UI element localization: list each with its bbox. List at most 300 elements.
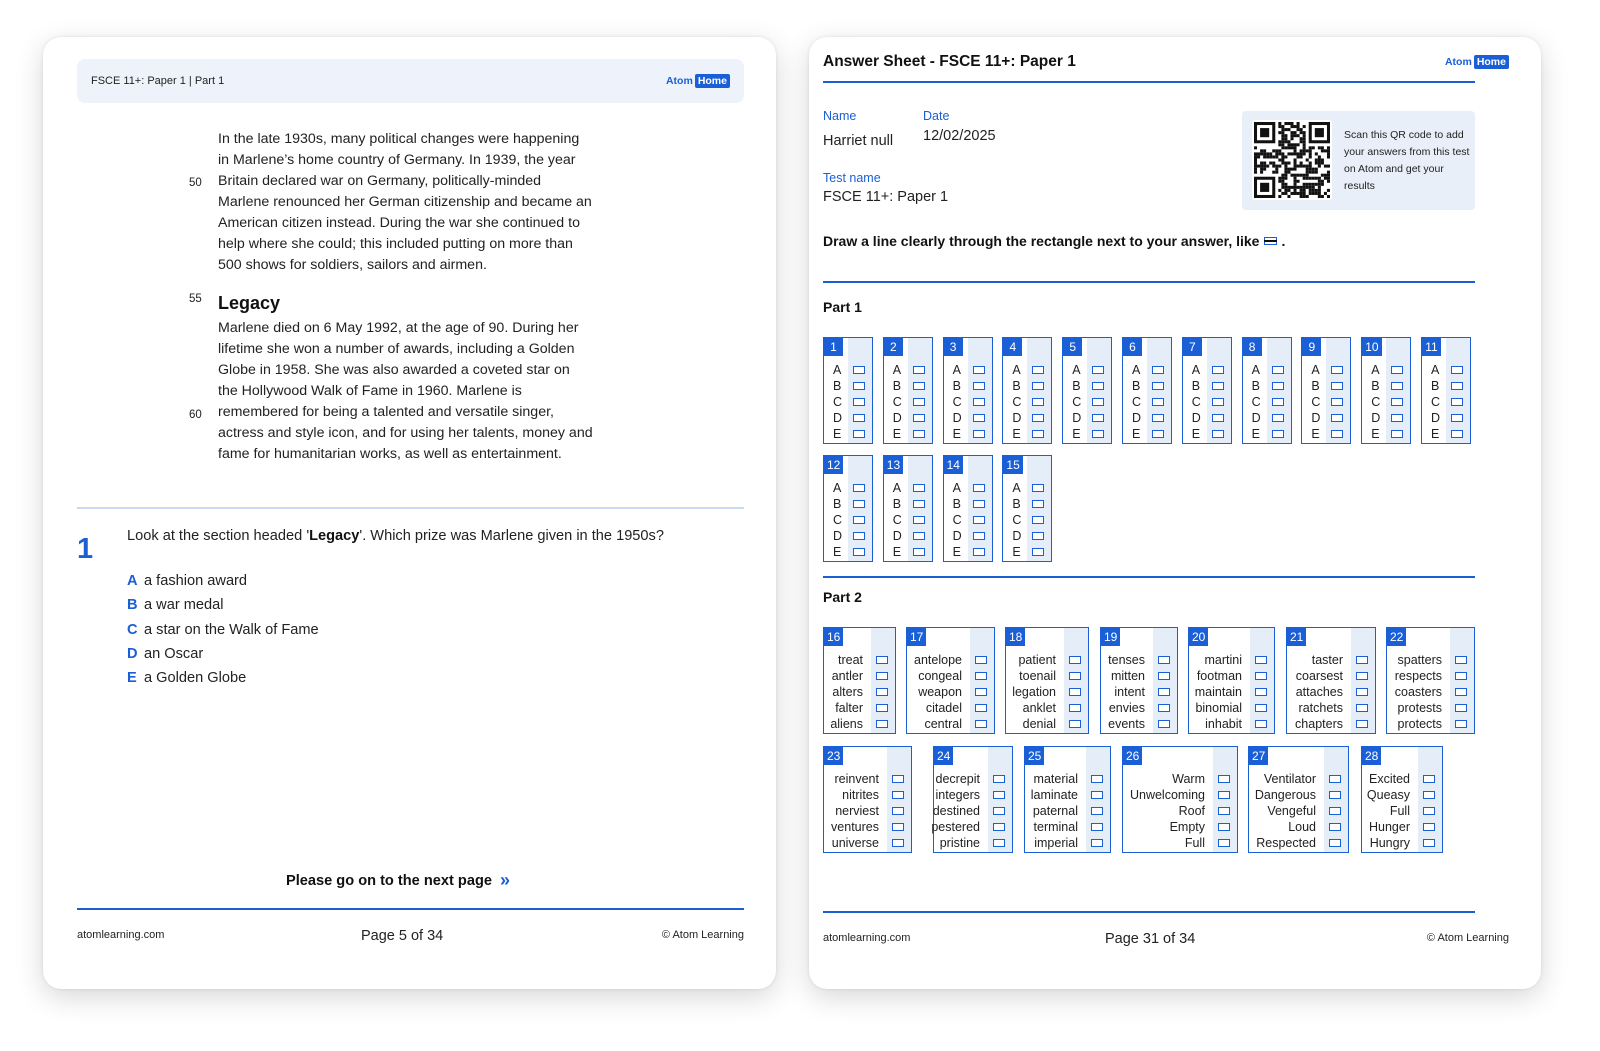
answer-checkbox[interactable] xyxy=(1212,398,1224,406)
answer-checkbox[interactable] xyxy=(1329,839,1341,847)
answer-checkbox[interactable] xyxy=(1091,823,1103,831)
answer-option-a[interactable] xyxy=(127,573,247,589)
answer-option-label: C xyxy=(833,513,843,527)
answer-option-label: footman xyxy=(1196,669,1242,683)
answer-option-label: Loud xyxy=(1288,820,1316,834)
atom-home-logo xyxy=(666,74,730,88)
answer-row xyxy=(1003,512,1051,528)
answer-checkbox[interactable] xyxy=(1423,807,1435,815)
answer-checkbox[interactable] xyxy=(1152,382,1164,390)
answer-row xyxy=(1003,496,1051,512)
answer-row xyxy=(1101,684,1177,700)
answer-option-label: E xyxy=(952,545,961,559)
answer-option-label: D xyxy=(1012,411,1022,425)
answer-option-label: Unwelcoming xyxy=(1129,788,1205,802)
answer-option-label: nerviest xyxy=(835,804,879,818)
answer-checkbox[interactable] xyxy=(975,672,987,680)
answer-checkbox[interactable] xyxy=(1152,366,1164,374)
answer-checkbox[interactable] xyxy=(993,807,1005,815)
question-number-badge: 21 xyxy=(1287,628,1306,646)
answer-checkbox[interactable] xyxy=(1158,720,1170,728)
answer-row xyxy=(824,819,911,835)
answer-checkbox[interactable] xyxy=(1356,704,1368,712)
answer-checkbox[interactable] xyxy=(913,366,925,374)
answer-checkbox[interactable] xyxy=(1032,500,1044,508)
answer-checkbox[interactable] xyxy=(1356,688,1368,696)
answer-checkbox[interactable] xyxy=(1218,807,1230,815)
answer-checkbox[interactable] xyxy=(876,720,888,728)
answer-checkbox[interactable] xyxy=(973,500,985,508)
answer-checkbox[interactable] xyxy=(1423,791,1435,799)
footer-site: atomlearning.com xyxy=(77,929,165,941)
name-value: Harriet null xyxy=(823,133,894,149)
answer-option-label: C xyxy=(952,395,962,409)
answer-checkbox[interactable] xyxy=(1069,720,1081,728)
answer-checkbox[interactable] xyxy=(1091,839,1103,847)
double-chevron-right-icon: » xyxy=(499,870,510,890)
answer-row xyxy=(1243,410,1291,426)
answer-checkbox[interactable] xyxy=(1455,672,1467,680)
answer-checkbox[interactable] xyxy=(1272,430,1284,438)
answer-checkbox[interactable] xyxy=(1451,398,1463,406)
answer-checkbox[interactable] xyxy=(1329,775,1341,783)
answer-checkbox[interactable] xyxy=(892,775,904,783)
answer-option-label: D xyxy=(892,529,902,543)
answer-option-label: antler xyxy=(831,669,863,683)
answer-option-label: ratchets xyxy=(1298,701,1343,715)
question-number-badge: 22 xyxy=(1387,628,1406,646)
answer-checkbox[interactable] xyxy=(1152,398,1164,406)
answer-checkbox[interactable] xyxy=(1451,366,1463,374)
answer-checkbox[interactable] xyxy=(1212,382,1224,390)
answer-checkbox[interactable] xyxy=(1331,382,1343,390)
answer-option-label: E xyxy=(892,427,902,441)
answer-checkbox[interactable] xyxy=(1218,775,1230,783)
answer-checkbox[interactable] xyxy=(853,532,865,540)
answer-checkbox[interactable] xyxy=(853,430,865,438)
answer-row xyxy=(944,544,992,560)
test-name-value: FSCE 11+: Paper 1 xyxy=(823,189,949,205)
answer-row xyxy=(1025,835,1110,851)
answer-row xyxy=(1101,652,1177,668)
answer-checkbox[interactable] xyxy=(1212,414,1224,422)
answer-checkbox[interactable] xyxy=(913,484,925,492)
answer-row xyxy=(824,544,872,560)
answer-option-label: weapon xyxy=(918,685,962,699)
answer-checkbox[interactable] xyxy=(876,704,888,712)
answer-row xyxy=(944,480,992,496)
question-number-badge: 23 xyxy=(824,747,843,765)
question-number-badge: 27 xyxy=(1249,747,1268,765)
answer-checkbox[interactable] xyxy=(975,720,987,728)
question-number-badge: 7 xyxy=(1183,338,1202,356)
answer-checkbox[interactable] xyxy=(1032,398,1044,406)
answer-option-label: destined xyxy=(932,804,980,818)
answer-checkbox[interactable] xyxy=(975,688,987,696)
answer-checkbox[interactable] xyxy=(892,823,904,831)
answer-option-label: alters xyxy=(832,685,863,699)
answer-checkbox[interactable] xyxy=(973,382,985,390)
answer-row xyxy=(824,426,872,442)
question-number: 1 xyxy=(77,533,94,565)
answer-option-label: toenail xyxy=(1019,669,1056,683)
question-number-badge: 1 xyxy=(824,338,843,356)
answer-checkbox[interactable] xyxy=(1212,366,1224,374)
answer-checkbox[interactable] xyxy=(1032,414,1044,422)
answer-row xyxy=(1362,787,1442,803)
answer-checkbox[interactable] xyxy=(853,484,865,492)
answer-checkbox[interactable] xyxy=(1391,382,1403,390)
answer-checkbox[interactable] xyxy=(975,704,987,712)
answer-checkbox[interactable] xyxy=(973,366,985,374)
answer-option-label: E xyxy=(1191,427,1201,441)
footer-page-number: Page 5 of 34 xyxy=(361,928,444,944)
answer-row xyxy=(1003,544,1051,560)
answer-checkbox[interactable] xyxy=(1331,398,1343,406)
answer-row xyxy=(1387,668,1474,684)
answer-checkbox[interactable] xyxy=(1451,414,1463,422)
answer-option-label: C xyxy=(1251,395,1261,409)
footer-page-number: Page 31 of 34 xyxy=(1105,931,1196,947)
answer-checkbox[interactable] xyxy=(1091,807,1103,815)
answer-row xyxy=(1243,378,1291,394)
answer-option-label: events xyxy=(1108,717,1145,731)
question-number-badge: 17 xyxy=(907,628,926,646)
answer-option-label: anklet xyxy=(1022,701,1056,715)
answer-checkbox[interactable] xyxy=(1423,839,1435,847)
answer-checkbox[interactable] xyxy=(1423,775,1435,783)
answer-checkbox[interactable] xyxy=(1455,656,1467,664)
answer-checkbox[interactable] xyxy=(913,532,925,540)
answer-checkbox[interactable] xyxy=(876,672,888,680)
answer-option-label: E xyxy=(1311,427,1320,441)
answer-option-label: universe xyxy=(831,836,879,850)
answer-checkbox[interactable] xyxy=(973,430,985,438)
answer-checkbox[interactable] xyxy=(853,398,865,406)
question-number-badge: 14 xyxy=(944,456,963,474)
question-number-badge: 8 xyxy=(1243,338,1262,356)
answer-row xyxy=(944,426,992,442)
answer-checkbox[interactable] xyxy=(1032,516,1044,524)
answer-checkbox[interactable] xyxy=(993,775,1005,783)
answer-row xyxy=(1249,819,1348,835)
answer-checkbox[interactable] xyxy=(1212,430,1224,438)
answer-checkbox[interactable] xyxy=(1092,430,1104,438)
answer-checkbox[interactable] xyxy=(1331,366,1343,374)
date-value: 12/02/2025 xyxy=(923,128,996,144)
answer-option-label: laminate xyxy=(1030,788,1078,802)
answer-row xyxy=(907,700,994,716)
footer-copyright: © Atom Learning xyxy=(1426,932,1509,944)
answer-checkbox[interactable] xyxy=(1158,704,1170,712)
question-number-badge: 9 xyxy=(1302,338,1321,356)
answer-checkbox[interactable] xyxy=(1069,704,1081,712)
answer-checkbox[interactable] xyxy=(1423,823,1435,831)
answer-option-label: B xyxy=(1072,379,1081,393)
answer-row xyxy=(1006,652,1088,668)
answer-row xyxy=(1003,394,1051,410)
answer-checkbox[interactable] xyxy=(1391,414,1403,422)
answer-checkbox[interactable] xyxy=(993,823,1005,831)
answer-checkbox[interactable] xyxy=(1032,382,1044,390)
next-page-prompt[interactable] xyxy=(286,870,510,891)
answer-checkbox[interactable] xyxy=(892,839,904,847)
answer-row xyxy=(824,512,872,528)
answer-checkbox[interactable] xyxy=(853,548,865,556)
answer-checkbox[interactable] xyxy=(876,688,888,696)
answer-checkbox[interactable] xyxy=(973,414,985,422)
answer-checkbox[interactable] xyxy=(973,484,985,492)
answer-box xyxy=(906,627,995,734)
answer-option-label: treat xyxy=(837,653,863,667)
answer-checkbox[interactable] xyxy=(853,414,865,422)
answer-checkbox[interactable] xyxy=(973,516,985,524)
answer-box xyxy=(1002,337,1052,444)
passage-line: 500 shows for soldiers, sailors and airmen. xyxy=(218,257,487,273)
answer-checkbox[interactable] xyxy=(913,398,925,406)
answer-checkbox[interactable] xyxy=(1272,366,1284,374)
answer-checkbox[interactable] xyxy=(1091,775,1103,783)
answer-option-label: falter xyxy=(835,701,863,715)
answer-row xyxy=(1422,426,1470,442)
answer-checkbox[interactable] xyxy=(1455,688,1467,696)
answer-option-label: C xyxy=(892,395,902,409)
answer-row xyxy=(1362,835,1442,851)
answer-checkbox[interactable] xyxy=(1032,548,1044,556)
answer-option-label: C xyxy=(833,395,843,409)
answer-box xyxy=(1361,337,1411,444)
passage-line: American citizen instead. During the war she continued to xyxy=(218,215,580,231)
answer-checkbox[interactable] xyxy=(1152,414,1164,422)
answer-option-label: denial xyxy=(1022,717,1056,731)
answer-sheet-title: Answer Sheet - FSCE 11+: Paper 1 xyxy=(823,53,1076,70)
answer-checkbox[interactable] xyxy=(1255,720,1267,728)
answer-checkbox[interactable] xyxy=(1092,398,1104,406)
answer-checkbox[interactable] xyxy=(913,516,925,524)
answer-option-label: B xyxy=(1132,379,1141,393)
answer-checkbox[interactable] xyxy=(1391,430,1403,438)
answer-checkbox[interactable] xyxy=(1092,382,1104,390)
answer-checkbox[interactable] xyxy=(1218,823,1230,831)
answer-checkbox[interactable] xyxy=(1032,430,1044,438)
answer-checkbox[interactable] xyxy=(853,500,865,508)
answer-checkbox[interactable] xyxy=(1218,839,1230,847)
answer-row xyxy=(1123,819,1237,835)
page-header-title: FSCE 11+: Paper 1 | Part 1 xyxy=(91,75,225,87)
answer-checkbox[interactable] xyxy=(1329,823,1341,831)
answer-row xyxy=(1101,668,1177,684)
answer-option-c[interactable] xyxy=(127,622,319,638)
answer-option-label: chapters xyxy=(1295,717,1343,731)
answer-checkbox[interactable] xyxy=(993,839,1005,847)
answer-checkbox[interactable] xyxy=(1451,430,1463,438)
passage-line: Britain declared war on Germany, politically-minded xyxy=(218,173,542,189)
answer-option-label: B xyxy=(1012,379,1021,393)
answer-checkbox[interactable] xyxy=(1158,688,1170,696)
answer-row xyxy=(1183,378,1231,394)
answer-checkbox[interactable] xyxy=(913,500,925,508)
answer-row xyxy=(1183,410,1231,426)
answer-row xyxy=(1243,394,1291,410)
answer-checkbox[interactable] xyxy=(1069,688,1081,696)
answer-checkbox[interactable] xyxy=(1329,807,1341,815)
page-header xyxy=(77,59,744,103)
answer-checkbox[interactable] xyxy=(1255,704,1267,712)
answer-option-label: B xyxy=(952,379,961,393)
answer-option-label: coasters xyxy=(1394,685,1442,699)
answer-checkbox[interactable] xyxy=(975,656,987,664)
answer-row xyxy=(824,700,895,716)
option-letter: D xyxy=(127,646,138,662)
question-number-badge: 25 xyxy=(1025,747,1044,765)
answer-box xyxy=(1100,627,1178,734)
answer-row xyxy=(1123,394,1171,410)
answer-checkbox[interactable] xyxy=(1092,366,1104,374)
question-number-badge: 2 xyxy=(884,338,903,356)
answer-option-label: A xyxy=(1251,363,1260,377)
answer-checkbox[interactable] xyxy=(853,382,865,390)
answer-row xyxy=(824,652,895,668)
answer-checkbox[interactable] xyxy=(853,366,865,374)
answer-checkbox[interactable] xyxy=(1218,791,1230,799)
answer-row xyxy=(1422,362,1470,378)
answer-checkbox[interactable] xyxy=(913,430,925,438)
answer-option-label: E xyxy=(1012,545,1021,559)
answer-checkbox[interactable] xyxy=(1152,430,1164,438)
answer-checkbox[interactable] xyxy=(876,656,888,664)
answer-checkbox[interactable] xyxy=(1455,704,1467,712)
answer-row xyxy=(944,528,992,544)
answer-checkbox[interactable] xyxy=(1356,656,1368,664)
answer-checkbox[interactable] xyxy=(1092,414,1104,422)
answer-checkbox[interactable] xyxy=(892,791,904,799)
answer-option-label: D xyxy=(952,529,962,543)
answer-row xyxy=(884,544,932,560)
answer-checkbox[interactable] xyxy=(913,548,925,556)
qr-code-icon[interactable] xyxy=(1252,120,1332,200)
passage-line: the Hollywood Walk of Fame in 1960. Marlene is xyxy=(218,383,522,399)
answer-row xyxy=(824,803,911,819)
answer-row xyxy=(1422,394,1470,410)
option-text: a Golden Globe xyxy=(144,670,247,686)
answer-option-label: attaches xyxy=(1295,685,1343,699)
answer-checkbox[interactable] xyxy=(1069,672,1081,680)
marked-box-icon xyxy=(1264,237,1277,245)
answer-row xyxy=(884,480,932,496)
answer-checkbox[interactable] xyxy=(1455,720,1467,728)
answer-row xyxy=(1287,716,1375,732)
answer-row xyxy=(907,652,994,668)
answer-checkbox[interactable] xyxy=(973,532,985,540)
answer-row xyxy=(824,394,872,410)
answer-row xyxy=(824,528,872,544)
answer-option-label: E xyxy=(892,545,902,559)
answer-option-d[interactable] xyxy=(127,646,203,662)
answer-checkbox[interactable] xyxy=(993,791,1005,799)
answer-row xyxy=(1003,480,1051,496)
answer-row xyxy=(824,787,911,803)
answer-checkbox[interactable] xyxy=(892,807,904,815)
answer-checkbox[interactable] xyxy=(1255,688,1267,696)
logo-badge: Home xyxy=(695,74,730,88)
answer-checkbox[interactable] xyxy=(913,414,925,422)
answer-checkbox[interactable] xyxy=(1451,382,1463,390)
answer-row xyxy=(931,819,1012,835)
answer-option-label: martini xyxy=(1204,653,1242,667)
answer-option-label: C xyxy=(1012,513,1022,527)
answer-row xyxy=(824,668,895,684)
answer-option-label: A xyxy=(1191,363,1201,377)
answer-box xyxy=(943,455,993,562)
answer-row xyxy=(1302,394,1350,410)
answer-row xyxy=(824,496,872,512)
answer-row xyxy=(934,771,1012,787)
answer-checkbox[interactable] xyxy=(1158,672,1170,680)
question-number-badge: 5 xyxy=(1063,338,1082,356)
answer-option-b[interactable] xyxy=(127,597,224,613)
answer-checkbox[interactable] xyxy=(1272,398,1284,406)
answer-checkbox[interactable] xyxy=(1069,656,1081,664)
answer-box xyxy=(1024,746,1111,853)
answer-row xyxy=(1025,771,1110,787)
answer-checkbox[interactable] xyxy=(1391,398,1403,406)
answer-checkbox[interactable] xyxy=(1356,672,1368,680)
answer-checkbox[interactable] xyxy=(973,548,985,556)
question-number-badge: 11 xyxy=(1422,338,1441,356)
answer-checkbox[interactable] xyxy=(853,516,865,524)
answer-option-label: B xyxy=(833,379,842,393)
answer-option-label: tenses xyxy=(1108,653,1145,667)
answer-checkbox[interactable] xyxy=(1331,414,1343,422)
answer-checkbox[interactable] xyxy=(1032,532,1044,540)
next-page-label: Please go on to the next page xyxy=(286,872,492,889)
answer-option-label: material xyxy=(1033,772,1078,786)
answer-checkbox[interactable] xyxy=(973,398,985,406)
answer-option-label: taster xyxy=(1311,653,1343,667)
answer-checkbox[interactable] xyxy=(1255,672,1267,680)
line-number: 60 xyxy=(189,409,202,421)
answer-checkbox[interactable] xyxy=(1391,366,1403,374)
answer-checkbox[interactable] xyxy=(1255,656,1267,664)
answer-row xyxy=(824,480,872,496)
answer-checkbox[interactable] xyxy=(1158,656,1170,664)
answer-checkbox[interactable] xyxy=(913,382,925,390)
answer-checkbox[interactable] xyxy=(1272,382,1284,390)
answer-option-label: B xyxy=(1012,497,1021,511)
footer-rule xyxy=(77,908,744,910)
answer-checkbox[interactable] xyxy=(1272,414,1284,422)
answer-checkbox[interactable] xyxy=(1356,720,1368,728)
option-letter: E xyxy=(127,670,137,686)
answer-row xyxy=(907,716,994,732)
answer-checkbox[interactable] xyxy=(1032,484,1044,492)
marking-instruction xyxy=(823,233,1285,249)
answer-option-e[interactable] xyxy=(127,670,246,686)
answer-box xyxy=(1286,627,1376,734)
passage-line: In the late 1930s, many political changes were happening xyxy=(218,131,580,147)
answer-checkbox[interactable] xyxy=(1032,366,1044,374)
answer-option-label: A xyxy=(833,481,842,495)
answer-checkbox[interactable] xyxy=(1329,791,1341,799)
answer-checkbox[interactable] xyxy=(1331,430,1343,438)
answer-row xyxy=(1249,787,1348,803)
answer-option-label: protests xyxy=(1397,701,1442,715)
answer-option-label: pestered xyxy=(931,820,980,834)
answer-option-label: A xyxy=(1012,363,1021,377)
answer-checkbox[interactable] xyxy=(1091,791,1103,799)
answer-row xyxy=(824,378,872,394)
answer-option-label: C xyxy=(1191,395,1201,409)
